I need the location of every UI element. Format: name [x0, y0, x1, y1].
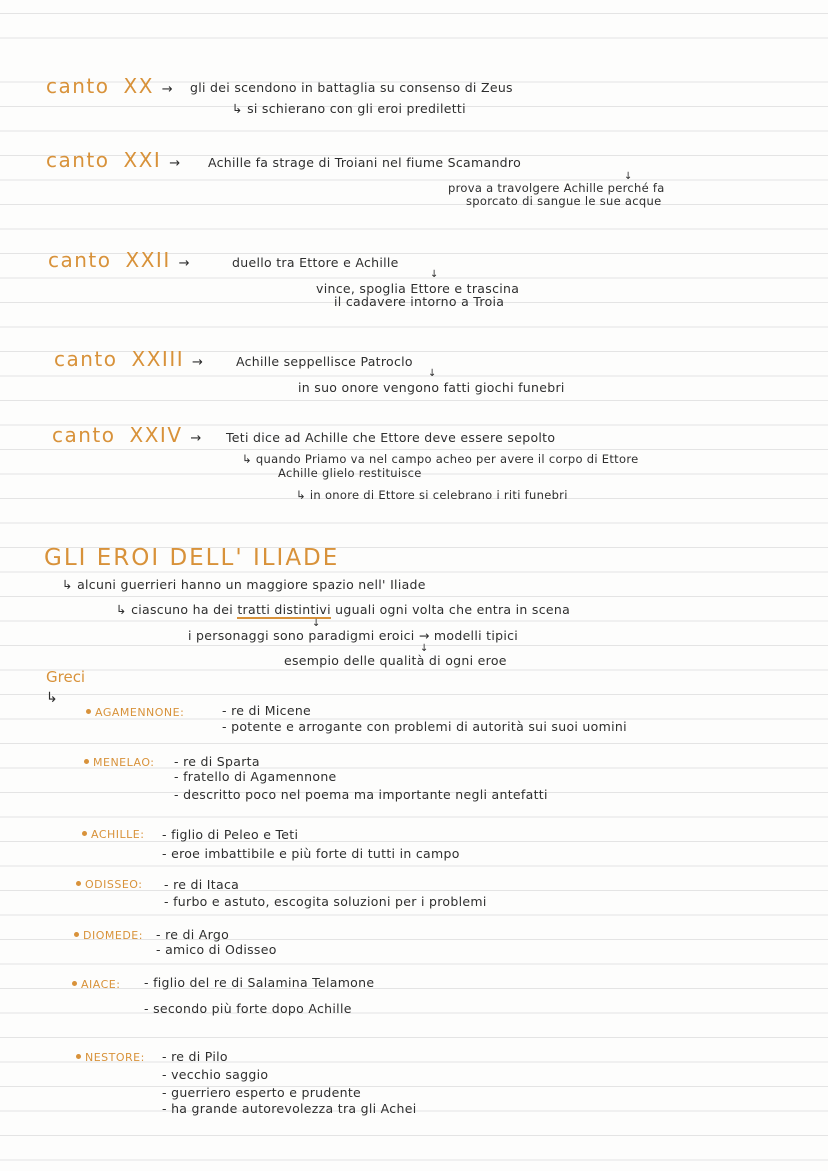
hero-diomede: DIOMEDE: [74, 928, 143, 944]
canto-xxiii-heading: canto XXIII → [54, 347, 203, 371]
hero-trait: - potente e arrogante con problemi di autorità sui suoi uomini [222, 719, 627, 734]
canto-xxiii-line2: in suo onore vengono fatti giochi funebri [298, 380, 565, 395]
canto-xxiv-line1: Teti dice ad Achille che Ettore deve essere sepolto [226, 430, 556, 445]
section-line2: ↳ ciascuno ha dei tratti distintivi uguali ogni volta che entra in scena [116, 602, 571, 617]
canto-xxii-line3: il cadavere intorno a Troia [334, 294, 505, 309]
canto-xxi-line3: sporcato di sangue le sue acque [466, 194, 662, 208]
hero-trait: - amico di Odisseo [156, 942, 277, 957]
hero-trait: - furbo e astuto, escogita soluzioni per i problemi [164, 894, 487, 909]
down-arrow-icon: ↓ [624, 171, 633, 182]
canto-xxiii-line1: Achille seppellisce Patroclo [236, 354, 413, 369]
hero-trait: - vecchio saggio [162, 1067, 269, 1082]
canto-xx-line1: gli dei scendono in battaglia su consenso di Zeus [190, 80, 513, 95]
hero-trait: - figlio del re di Salamina Telamone [144, 975, 375, 990]
greci-arrow-icon: ↳ [46, 690, 59, 706]
hero-trait: - eroe imbattibile e più forte di tutti in campo [162, 846, 460, 861]
hero-trait: - secondo più forte dopo Achille [144, 1001, 352, 1016]
canto-xxiv-line4: ↳ in onore di Ettore si celebrano i riti funebri [296, 488, 568, 502]
hero-trait: - fratello di Agamennone [174, 769, 337, 784]
canto-xxi-line1: Achille fa strage di Troiani nel fiume Scamandro [208, 155, 522, 170]
section-title: GLI EROI DELL' ILIADE [44, 545, 340, 571]
canto-xxiv-heading: canto XXIV → [52, 423, 202, 447]
greci-label: Greci [46, 668, 86, 686]
canto-xxii-line1: duello tra Ettore e Achille [232, 255, 399, 270]
hero-trait: - figlio di Peleo e Teti [162, 827, 299, 842]
hero-trait: - guerriero esperto e prudente [162, 1085, 362, 1100]
down-arrow-icon: ↓ [420, 643, 429, 654]
hero-trait: - re di Micene [222, 703, 312, 718]
hero-agamennone: AGAMENNONE: [86, 705, 184, 721]
hero-achille: ACHILLE: [82, 827, 144, 843]
canto-xxiv-line2: ↳ quando Priamo va nel campo acheo per avere il corpo di Ettore [242, 452, 639, 466]
canto-xxii-heading: canto XXII → [48, 248, 190, 272]
hero-trait: - re di Pilo [162, 1049, 228, 1064]
section-line1: ↳ alcuni guerrieri hanno un maggiore spazio nell' Iliade [62, 577, 426, 592]
canto-xx-line2: ↳ si schierano con gli eroi prediletti [232, 101, 466, 116]
hero-nestore: NESTORE: [76, 1050, 145, 1066]
hero-trait: - ha grande autorevolezza tra gli Achei [162, 1101, 417, 1116]
canto-xxiv-line3: Achille glielo restituisce [278, 466, 422, 480]
hero-odisseo: ODISSEO: [76, 877, 142, 893]
canto-xx-heading: canto XX → [46, 74, 173, 98]
section-line4: esempio delle qualità di ogni eroe [284, 653, 507, 668]
hero-menelao: MENELAO: [84, 755, 155, 771]
down-arrow-icon: ↓ [312, 618, 321, 629]
down-arrow-icon: ↓ [428, 368, 437, 379]
highlight-tratti-distintivi: tratti distintivi [237, 602, 331, 617]
canto-xxi-line2: prova a travolgere Achille perché fa [448, 181, 665, 195]
canto-xxii-line2: vince, spoglia Ettore e trascina [316, 281, 520, 296]
hero-trait: - descritto poco nel poema ma importante negli antefatti [174, 787, 548, 802]
canto-xxi-heading: canto XXI → [46, 148, 181, 172]
hero-trait: - re di Argo [156, 927, 230, 942]
hero-trait: - re di Itaca [164, 877, 240, 892]
down-arrow-icon: ↓ [430, 269, 439, 280]
hero-aiace: AIACE: [72, 977, 120, 993]
section-line3: i personaggi sono paradigmi eroici → modelli tipici [188, 628, 519, 643]
hero-trait: - re di Sparta [174, 754, 260, 769]
